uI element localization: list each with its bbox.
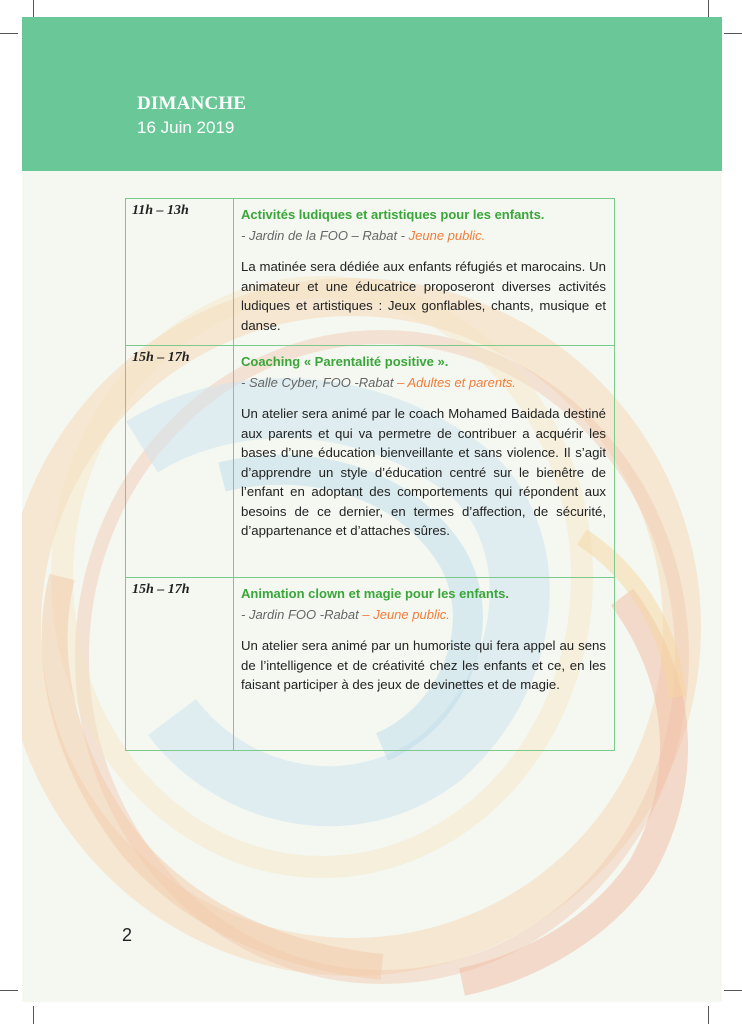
time-cell: 11h – 13h [126, 199, 234, 346]
day-title: DIMANCHE [137, 93, 247, 114]
brochure-page [22, 17, 722, 1002]
event-location [241, 375, 606, 390]
audience-label: – Jeune public. [362, 607, 450, 622]
event-description: La matinée sera dédiée aux enfants réfugiés et marocains. Un animateur et une éducatrice proposeront diverses activités ludiques et artistiques : Jeux gonflables, chants, musique et danse. [241, 259, 606, 333]
event-description: Un atelier sera animé par le coach Mohamed Baidada destiné aux parents et qui va permetre de contribuer a acquérir les bases d’une éducation bienveillante et sans violence. Il s’agit d’apprendre un style d’éducation centré sur le bienêtre de l’enfant en adoptant des comportements qui répondent aux besoins de ce dernier, en termes d’affection, de sécurité, d’appartenance et d’attaches sûres. [241, 406, 606, 538]
crop-mark [724, 33, 742, 34]
event-title: Activités ludiques et artistiques pour les enfants. [241, 207, 545, 222]
event-cell [234, 578, 615, 751]
audience-label: Jeune public. [408, 228, 486, 243]
event-date: 16 Juin 2019 [137, 118, 235, 137]
crop-mark [724, 990, 742, 991]
event-title: Animation clown et magie pour les enfants. [241, 586, 509, 601]
page-number: 2 [122, 925, 133, 945]
audience-label: – Adultes et parents. [397, 375, 516, 390]
location-text: - Jardin FOO -Rabat [241, 607, 363, 622]
event-cell [234, 346, 615, 578]
crop-mark [33, 0, 34, 18]
event-description: Un atelier sera animé par un humoriste qui fera appel au sens de l’intelligence et de créativité chez les enfants et ce, en les faisant participer à des jeux de devinettes et de magie. [241, 638, 606, 692]
table-row [126, 346, 615, 578]
location-text: - Jardin de la FOO – Rabat - [241, 228, 409, 243]
event-cell [234, 199, 615, 346]
crop-mark [0, 33, 18, 34]
crop-mark [33, 1006, 34, 1024]
table-row [126, 578, 615, 751]
time-cell: 15h – 17h [126, 346, 234, 578]
crop-mark [708, 0, 709, 18]
crop-mark [708, 1006, 709, 1024]
schedule-table [125, 198, 615, 751]
header-banner [22, 17, 722, 171]
time-cell: 15h – 17h [126, 578, 234, 751]
event-title: Coaching « Parentalité positive ». [241, 354, 449, 369]
crop-mark [0, 990, 18, 991]
location-text: - Salle Cyber, FOO -Rabat [241, 375, 398, 390]
event-location [241, 228, 606, 243]
event-location [241, 607, 606, 622]
table-row [126, 199, 615, 346]
